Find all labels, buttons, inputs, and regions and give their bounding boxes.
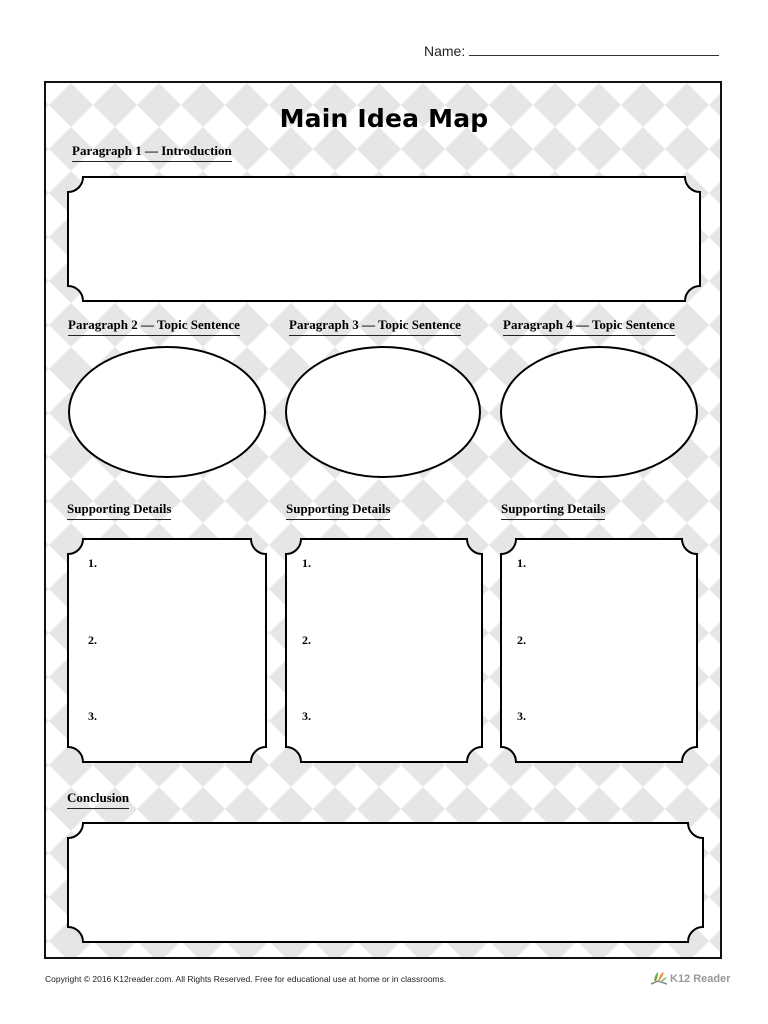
topic-oval-2[interactable]	[69, 347, 265, 477]
detail-number: 3.	[88, 709, 97, 723]
name-label: Name:	[424, 43, 466, 59]
details-box-2[interactable]	[286, 539, 482, 762]
detail-number: 3.	[517, 709, 526, 723]
topic-label-2: Paragraph 2 — Topic Sentence	[68, 318, 240, 336]
topic-oval-3[interactable]	[286, 347, 480, 477]
detail-number: 2.	[88, 633, 97, 647]
detail-number: 1.	[302, 556, 311, 570]
topic-label-3: Paragraph 3 — Topic Sentence	[289, 318, 461, 336]
introduction-box[interactable]	[68, 177, 700, 301]
topic-oval-4[interactable]	[501, 347, 697, 477]
detail-number: 1.	[517, 556, 526, 570]
page-title: Main Idea Map	[279, 104, 489, 133]
conclusion-label: Conclusion	[67, 791, 129, 809]
topic-label-4: Paragraph 4 — Topic Sentence	[503, 318, 675, 336]
introduction-label: Paragraph 1 — Introduction	[72, 144, 232, 162]
copyright-text: Copyright © 2016 K12reader.com. All Rights Reserved. Free for educational use at home or in classrooms.	[45, 974, 447, 984]
logo-text: K12 Reader	[670, 973, 731, 985]
details-box-1[interactable]	[68, 539, 266, 762]
details-label-3: Supporting Details	[501, 502, 605, 520]
details-box-3[interactable]	[501, 539, 697, 762]
detail-number: 3.	[302, 709, 311, 723]
details-label-2: Supporting Details	[286, 502, 390, 520]
detail-number: 2.	[302, 633, 311, 647]
detail-number: 2.	[517, 633, 526, 647]
k12reader-logo	[650, 969, 731, 989]
conclusion-box[interactable]	[68, 823, 703, 942]
details-label-1: Supporting Details	[67, 502, 171, 520]
book-leaf-icon	[650, 971, 668, 987]
detail-number: 1.	[88, 556, 97, 570]
